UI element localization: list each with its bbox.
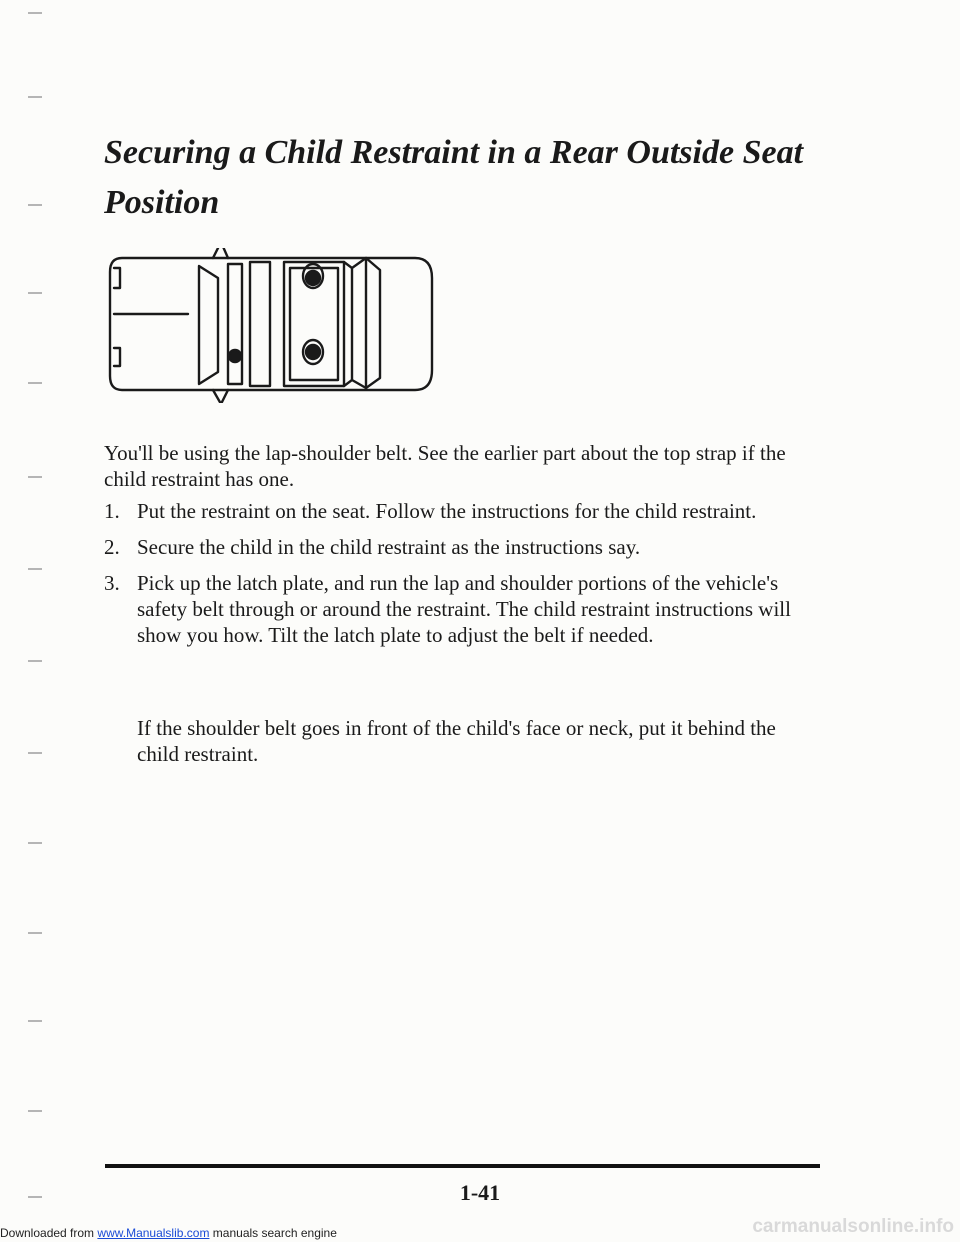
- list-item: [104, 570, 824, 648]
- car-seat-position-diagram-icon: [100, 248, 445, 403]
- margin-mark: [28, 96, 42, 98]
- margin-mark: [28, 932, 42, 934]
- footer-divider: [105, 1164, 820, 1168]
- margin-mark: [28, 568, 42, 570]
- step-text: Secure the child in the child restraint as the instructions say.: [137, 535, 641, 559]
- margin-mark: [28, 660, 42, 662]
- step-number: 3.: [104, 571, 120, 595]
- margin-mark: [28, 476, 42, 478]
- page-number: 1-41: [459, 1180, 501, 1205]
- intro-paragraph: You'll be using the lap-shoulder belt. See the earlier part about the top strap if the child restraint has one.: [104, 441, 786, 491]
- margin-mark: [28, 12, 42, 14]
- section-title: Securing a Child Restraint in a Rear Outside Seat Position: [104, 134, 804, 221]
- step-number: 2.: [104, 535, 120, 559]
- manualslib-link[interactable]: www.Manualslib.com: [97, 1226, 210, 1240]
- watermark: carmanualsonline.info: [752, 1216, 954, 1237]
- list-item: [104, 498, 824, 524]
- margin-mark: [28, 1020, 42, 1022]
- step-text: Pick up the latch plate, and run the lap and shoulder portions of the vehicle's safety belt through or around the restraint. The child restraint instructions will show you how. Tilt the latch plate to adjust the belt if needed.: [137, 571, 791, 647]
- step-text: Put the restraint on the seat. Follow the instructions for the child restraint.: [137, 499, 757, 523]
- margin-mark: [28, 204, 42, 206]
- step-number: 1.: [104, 499, 120, 523]
- margin-mark: [28, 292, 42, 294]
- credit-suffix: manuals search engine: [212, 1226, 337, 1240]
- margin-mark: [28, 752, 42, 754]
- step-note: If the shoulder belt goes in front of the child's face or neck, put it behind the child restraint.: [137, 716, 776, 766]
- steps-list: [104, 498, 824, 658]
- download-credit: [0, 1226, 337, 1240]
- list-item: [104, 534, 824, 560]
- margin-mark: [28, 382, 42, 384]
- credit-prefix: Downloaded from: [0, 1226, 95, 1240]
- margin-mark: [28, 1110, 42, 1112]
- margin-mark: [28, 842, 42, 844]
